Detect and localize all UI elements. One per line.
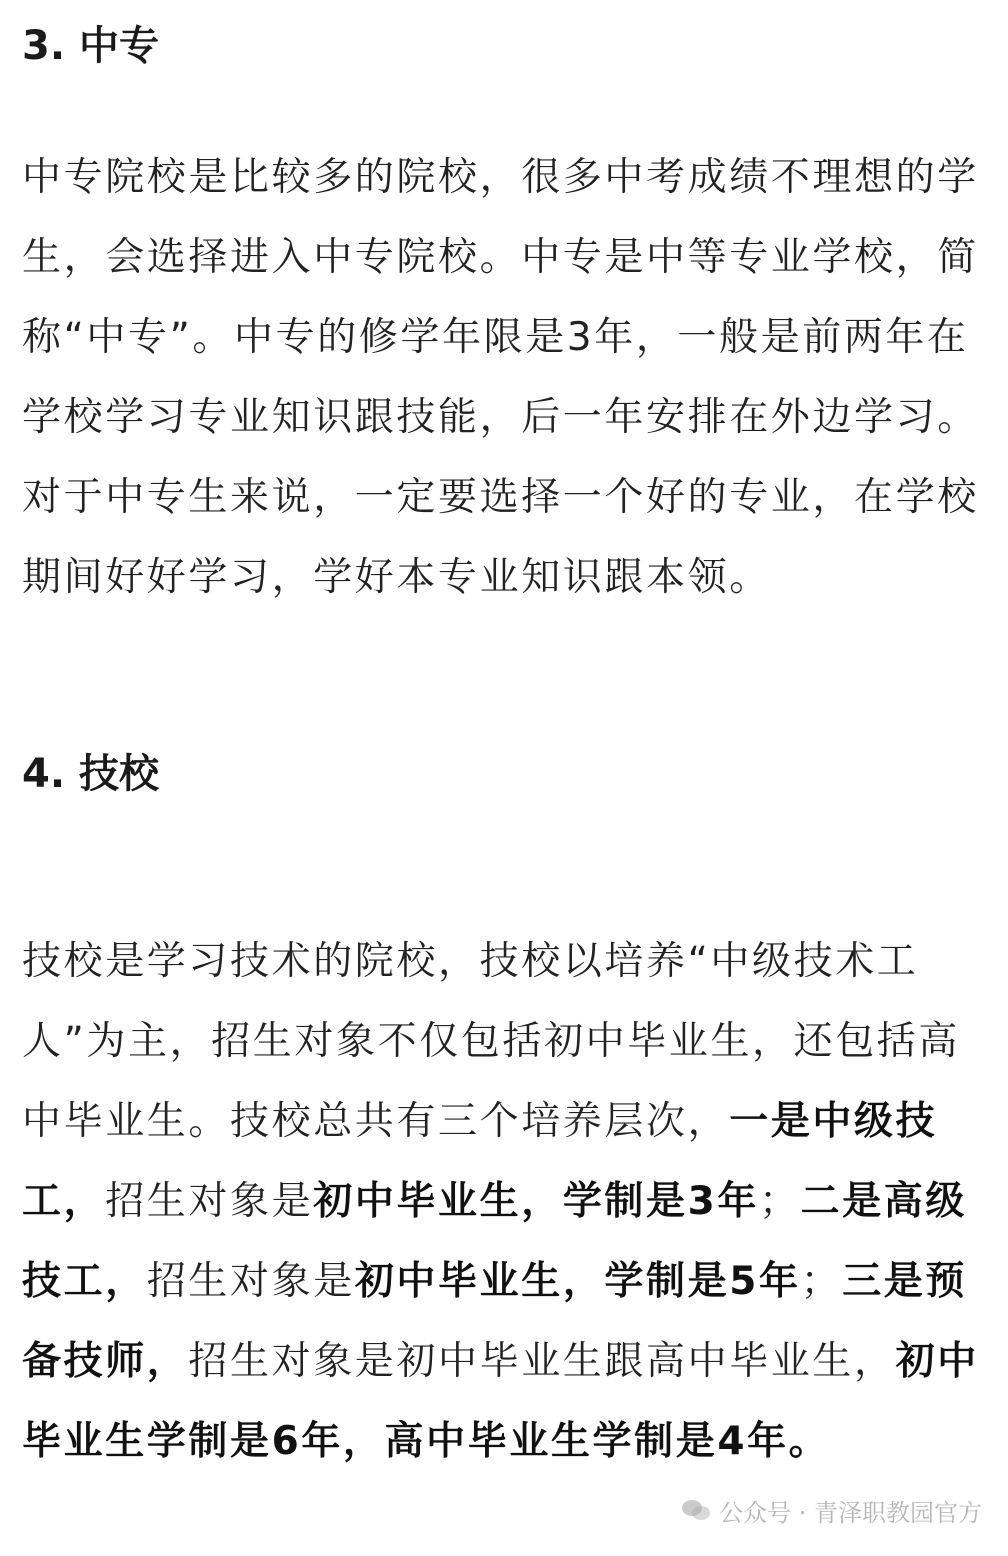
watermark-text: 公众号 · 青泽职教园官方 [719, 1498, 982, 1527]
level-2-bold: 二是高级技工， [22, 1179, 967, 1304]
wechat-icon [681, 1498, 711, 1522]
level-1-bold: 一是中级技工， [22, 1099, 938, 1224]
grad-2-bold: 初中毕业生，学制是5年 [354, 1259, 801, 1304]
section-3-heading: 3. 中专 [22, 23, 159, 69]
separator-2: ； [800, 1259, 843, 1304]
grad-1-bold: 初中毕业生，学制是3年 [313, 1179, 759, 1224]
grad-3-bold: 初中毕业生学制是6年，高中毕业生学制是4年。 [22, 1339, 979, 1464]
section-4-heading: 4. 技校 [22, 751, 159, 797]
target-2-text: 招生对象是 [146, 1259, 355, 1304]
level-3-bold: 三是预备技师， [22, 1259, 967, 1384]
intro-text: 技校是学习技术的院校，技校以培养“中级技术工人”为主，招生对象不仅包括初中毕业生，还包括高中毕业生。技校总共有三个培养层次， [22, 939, 961, 1144]
watermark [681, 1494, 982, 1526]
separator-1: ； [758, 1179, 801, 1224]
target-3-text: 招生对象是初中毕业生跟高中毕业生， [188, 1339, 896, 1384]
target-1-text: 招生对象是 [105, 1179, 314, 1224]
section-4-paragraph [22, 922, 994, 1482]
section-3-paragraph: 中专院校是比较多的院校，很多中考成绩不理想的学生，会选择进入中专院校。中专是中等专业学校，简称“中专”。中专的修学年限是3年，一般是前两年在学校学习专业知识跟技能，后一年安排在外边学习。对于中专生来说，一定要选择一个好的专业，在学校期间好好学习，学好本专业知识跟本领。 [22, 155, 979, 600]
